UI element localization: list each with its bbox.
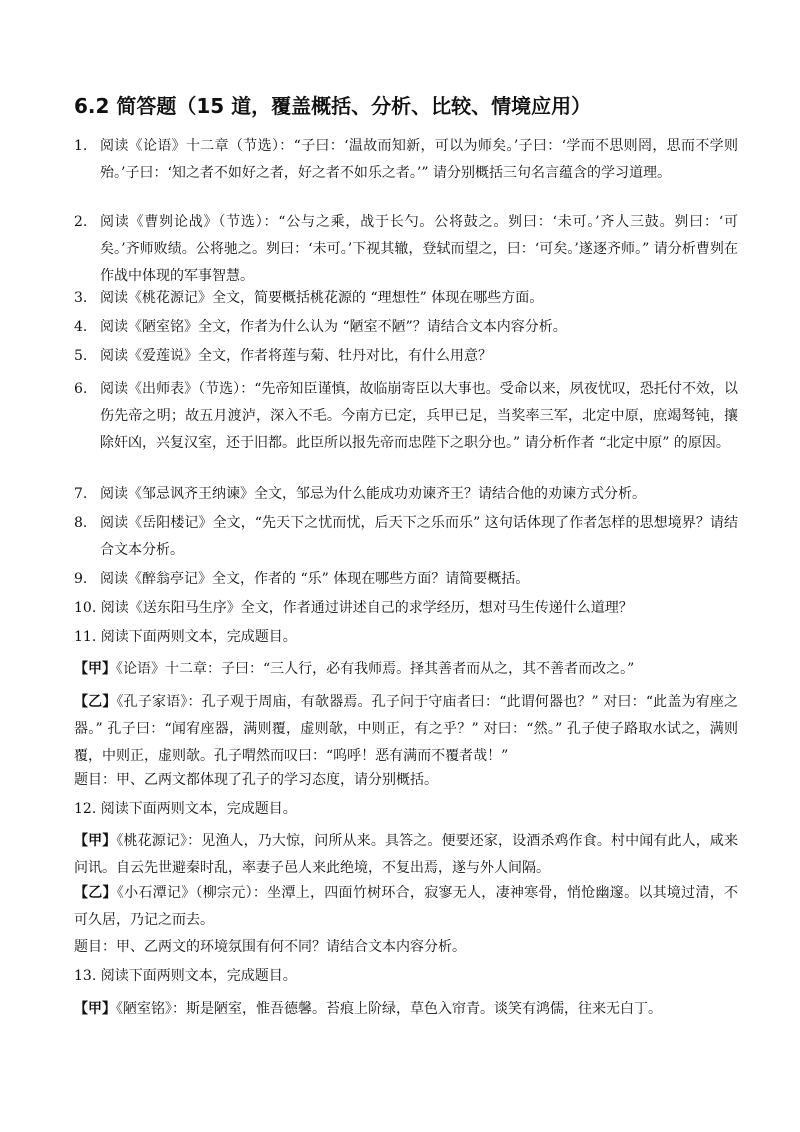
question-item-8 [74, 510, 738, 564]
text-jia-content: 《桃花源记》：见渔人，乃大惊，问所从来。具答之。便要还家，设酒杀鸡作食。村中闻有此人，咸来问讯。自云先世避秦时乱，率妻子邑人来此绝境，不复出焉，遂与外人间隔。 [74, 833, 739, 876]
section-heading: 6.2 简答题（15 道，覆盖概括、分析、比较、情境应用） [74, 94, 592, 118]
question-11-prompt: 题目：甲、乙两文都体现了孔子的学习态度，请分别概括。 [74, 772, 438, 788]
text-jia-12 [74, 828, 738, 882]
text-jia-13 [74, 996, 738, 1023]
text-yi-11 [74, 689, 738, 770]
question-item-4 [74, 314, 738, 341]
question-item-10: 10. 阅读《送东阳马生序》全文，作者通过讲述自己的求学经历，想对马生传递什么道理？ [74, 600, 633, 616]
text-yi-12 [74, 880, 738, 934]
question-text: 阅读《曹刿论战》（节选）：“公与之乘，战于长勺。公将鼓之。刿曰：‘未可。’齐人三鼓。刿曰：‘可矣。’齐师败绩。公将驰之。刿曰：‘未可。’下视其辙，登轼而望之，曰：‘可矣。’遂逐齐师。” 请分析曹刿在作战中体现的军事智慧。 [100, 214, 738, 284]
question-number: 2. [74, 214, 88, 230]
text-yi-content: 《小石潭记》（柳宗元）：坐潭上，四面竹树环合，寂寥无人，凄神寒骨，悄怆幽邃。以其境过清，不可久居，乃记之而去。 [74, 885, 739, 928]
question-text: 阅读《桃花源记》全文，简要概括桃花源的 “理想性” 体现在哪些方面。 [100, 290, 544, 306]
question-12-prompt: 题目：甲、乙两文的环境氛围有何不同？请结合文本内容分析。 [74, 939, 466, 955]
question-text: 阅读《陋室铭》全文，作者为什么认为 “陋室不陋”？请结合文本内容分析。 [100, 319, 567, 335]
question-text: 阅读《论语》十二章（节选）：“子曰：‘温故而知新，可以为师矣。’子曰：‘学而不思则罔，思而不学则殆。’子曰：‘知之者不如好之者，好之者不如乐之者。’” 请分别概括三句名言蕴含的学习道理。 [100, 138, 738, 181]
question-text: 阅读《邹忌讽齐王纳谏》全文，邹忌为什么能成功劝谏齐王？请结合他的劝谏方式分析。 [100, 486, 646, 502]
question-item-5 [74, 343, 738, 370]
text-tag-yi: 【乙】 [74, 694, 117, 710]
question-number: 8. [74, 515, 88, 531]
question-text: 阅读《岳阳楼记》全文，“先天下之忧而忧，后天下之乐而乐” 这句话体现了作者怎样的思想境界？请结合文本分析。 [100, 515, 738, 558]
text-jia-content: 《陋室铭》：斯是陋室，惟吾德馨。苔痕上阶绿，草色入帘青。谈笑有鸿儒，往来无白丁。 [116, 1001, 662, 1017]
text-tag-yi: 【乙】 [74, 885, 117, 901]
text-jia-content: 《论语》十二章：子曰：“三人行，必有我师焉。择其善者而从之，其不善者而改之。” [116, 661, 635, 677]
question-text: 阅读《爱莲说》全文，作者将莲与菊、牡丹对比，有什么用意？ [100, 348, 492, 364]
question-number: 9. [74, 571, 88, 587]
text-jia-11 [74, 656, 738, 683]
question-number: 5. [74, 348, 88, 364]
question-number: 3. [74, 290, 88, 306]
text-tag-jia: 【甲】 [74, 661, 116, 677]
question-text: 阅读《醉翁亭记》全文，作者的 “乐” 体现在哪些方面？请简要概括。 [100, 571, 530, 587]
question-item-1 [74, 133, 738, 187]
text-tag-jia: 【甲】 [74, 833, 117, 849]
question-item-6 [74, 376, 738, 457]
question-item-7 [74, 481, 738, 508]
question-item-12-intro: 12. 阅读下面两则文本，完成题目。 [74, 801, 297, 817]
text-yi-content: 《孔子家语》：孔子观于周庙，有欹器焉。孔子问于守庙者曰：“此谓何器也？” 对曰：“此盖为宥座之器。” 孔子曰：“闻宥座器，满则覆，虚则欹，中则正，有之乎？” 对曰：“然。” 孔子使子路取水试之，满则覆，中则正，虚则欹。孔子喟然而叹曰：“呜呼！恶有满而不覆者哉！” [74, 694, 739, 764]
question-item-2 [74, 209, 738, 290]
text-tag-jia: 【甲】 [74, 1001, 116, 1017]
question-item-9 [74, 566, 738, 593]
question-item-11-intro: 11. 阅读下面两则文本，完成题目。 [74, 629, 297, 645]
question-number: 6. [74, 381, 88, 397]
question-item-3 [74, 285, 738, 312]
question-number: 4. [74, 319, 88, 335]
question-text: 阅读《出师表》（节选）：“先帝知臣谨慎，故临崩寄臣以大事也。受命以来，夙夜忧叹，恐托付不效，以伤先帝之明；故五月渡泸，深入不毛。今南方已定，兵甲已足，当奖率三军，北定中原，庶竭驽钝，攘除奸凶，兴复汉室，还于旧都。此臣所以报先帝而忠陛下之职分也。” 请分析作者 “北定中原” 的原因。 [100, 381, 738, 451]
question-number: 1. [74, 138, 88, 154]
question-number: 7. [74, 486, 88, 502]
question-item-13-intro: 13. 阅读下面两则文本，完成题目。 [74, 968, 297, 984]
